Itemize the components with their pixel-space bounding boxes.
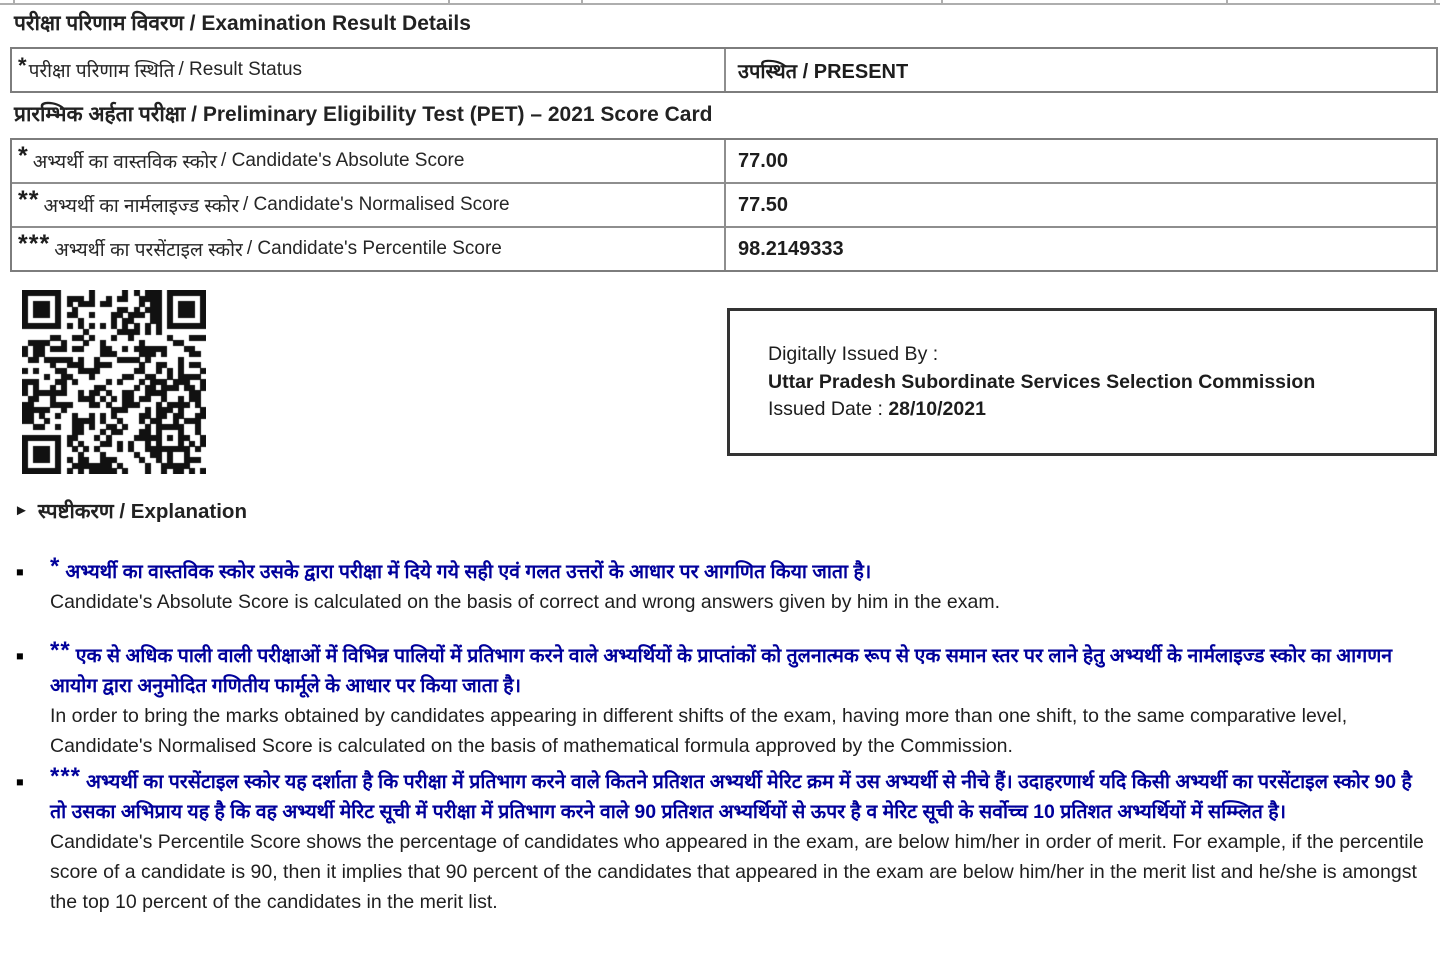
explanation-title: स्पष्टीकरण / Explanation [37, 500, 247, 523]
explanation-hindi: एक से अधिक पाली वाली परीक्षाओं में विभिन्न पालियों में प्रतिभाग करने वाले अभ्यर्थियों के प्राप्तांकों को तुलनात्मक रूप से एक समान स्तर पर लाने हेतु अभ्यर्थी के नार्मलाइज्ड स्कोर का आगणन आयोग द्वारा अनुमोदित गणितीय फार्मूले के आधार पर किया जाता है। [50, 645, 1393, 697]
absolute-score-value: 77.00 [738, 149, 789, 172]
result-status-label [12, 49, 726, 91]
digitally-issued-box [727, 308, 1437, 456]
label-hindi: परीक्षा परिणाम स्थिति [28, 61, 175, 82]
table-remnant-divider [448, 0, 450, 3]
asterisk-marker: * [50, 553, 61, 580]
label-hindi: अभ्यर्थी का वास्तविक स्कोर [32, 152, 218, 173]
normalised-score-value: 77.50 [738, 193, 789, 216]
explanation-bullet-normalised-score [16, 637, 1428, 761]
table-remnant-divider [581, 0, 583, 3]
issued-date-value: 28/10/2021 [888, 398, 986, 420]
label-hindi: अभ्यर्थी का नार्मलाइज्ड स्कोर [43, 196, 239, 217]
explanation-hindi: अभ्यर्थी का वास्तविक स्कोर उसके द्वारा परीक्षा में दिये गये सही एवं गलत उत्तरों के आधार पर आगणित किया जाता है। [65, 561, 872, 583]
score-table [10, 138, 1438, 272]
normalised-score-label [12, 184, 726, 226]
label-english: / Candidate's Absolute Score [221, 150, 465, 171]
issued-by-label: Digitally Issued By : [768, 343, 939, 365]
explanation-english: Candidate's Percentile Score shows the percentage of candidates who appeared in the exam, are below him/her in order of merit. For example, if the percentile score of a candidate is 90, then it implies that 90 percent of the candidates that appeared in the exam are below him/her in the merit list and he/she is amongst the top 10 percent of the candidates in the merit list. [50, 831, 1424, 913]
table-remnant-divider [941, 0, 943, 3]
asterisk-marker: * [18, 142, 29, 170]
bullet-text [50, 553, 1428, 617]
bullet-text [50, 763, 1428, 917]
explanation-hindi: अभ्यर्थी का परसेंटाइल स्कोर यह दर्शाता है कि परीक्षा में प्रतिभाग करने वाले कितने प्रतिशत अभ्यर्थी मेरिट क्रम में उस अभ्यर्थी से नीचे हैं। उदाहरणार्थ यदि किसी अभ्यर्थी का परसेंटाइल स्कोर 90 है तो उसका अभिप्राय यह है कि वह अभ्यर्थी मेरिट सूची में परीक्षा में प्रतिभाग करने वाले 90 प्रतिशत अभ्यर्थियों से ऊपर है व मेरिट सूची के सर्वोच्च 10 प्रतिशत अभ्यर्थियों में सम्म्लित है। [50, 771, 1412, 823]
explanation-bullet-percentile-score [16, 763, 1428, 917]
percentile-score-value: 98.2149333 [738, 237, 844, 260]
percentile-score-label [12, 228, 726, 270]
label-english: / Result Status [178, 59, 303, 80]
explanation-english: In order to bring the marks obtained by candidates appearing in different shifts of the exam, having more than one shift, to the same comparative level, Candidate's Normalised Score is calculated on the basis of mathematical formula approved by the Commission. [50, 705, 1348, 757]
issued-date-label: Issued Date : [768, 398, 889, 420]
asterisk-marker: * [18, 53, 28, 78]
square-bullet-icon: ■ [16, 649, 24, 663]
label-english: / Candidate's Normalised Score [243, 194, 510, 215]
table-row [12, 226, 1436, 270]
table-remnant-divider [1226, 0, 1228, 3]
arrow-right-icon: ► [14, 502, 29, 519]
square-bullet-icon: ■ [16, 775, 24, 789]
table-remnant-divider [1434, 0, 1436, 3]
table-row [12, 140, 1436, 182]
asterisk-marker: ** [18, 186, 40, 214]
asterisk-marker: *** [50, 763, 82, 790]
asterisk-marker: ** [50, 637, 71, 664]
table-row [12, 49, 1436, 91]
asterisk-marker: *** [18, 230, 51, 258]
explanation-heading [14, 497, 247, 525]
explanation-bullet-absolute-score [16, 553, 1428, 617]
table-row [12, 182, 1436, 226]
qr-code [22, 290, 206, 474]
issuing-authority: Uttar Pradesh Subordinate Services Selection Commission [768, 370, 1316, 393]
table-remnant-divider [13, 0, 15, 3]
square-bullet-icon: ■ [16, 565, 24, 579]
result-status-value: उपस्थित / PRESENT [738, 60, 909, 83]
explanation-english: Candidate's Absolute Score is calculated on the basis of correct and wrong answers given by him in the exam. [50, 591, 1000, 613]
bullet-text [50, 637, 1428, 761]
absolute-score-label [12, 140, 726, 182]
label-english: / Candidate's Percentile Score [246, 238, 502, 259]
scorecard-section-title: प्रारम्भिक अर्हता परीक्षा / Preliminary Eligibility Test (PET) – 2021 Score Card [14, 103, 713, 126]
result-status-table [10, 47, 1438, 93]
page-title: परीक्षा परिणाम विवरण / Examination Result Details [14, 12, 471, 35]
label-hindi: अभ्यर्थी का परसेंटाइल स्कोर [54, 240, 243, 261]
issued-date-line [768, 396, 1434, 424]
top-table-remnant [0, 0, 1440, 5]
